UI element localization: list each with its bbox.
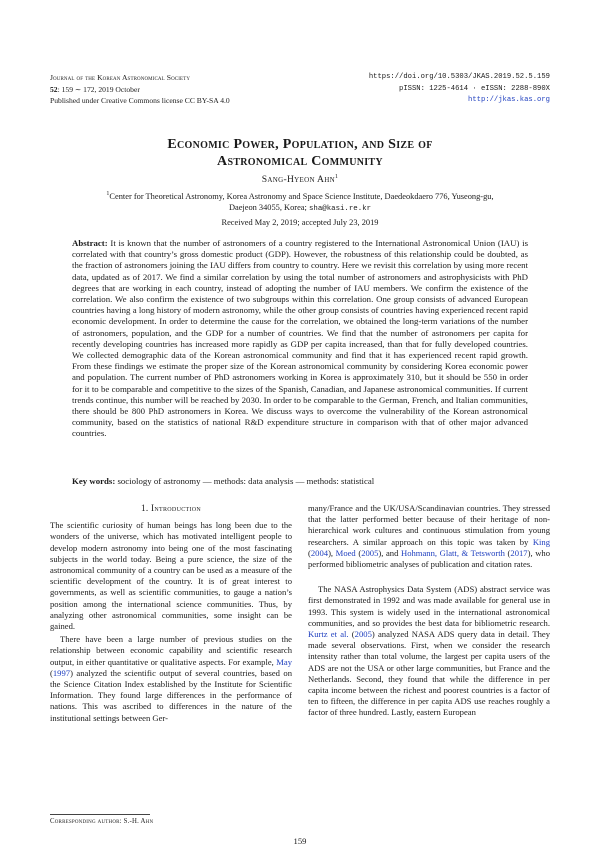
corresponding-author-footnote: Corresponding author: S.-H. Ahn xyxy=(50,818,154,825)
journal-url-link[interactable]: http://jkas.kas.org xyxy=(468,96,550,105)
citation-year-link[interactable]: 2005 xyxy=(361,547,379,558)
paragraph-text: The NASA Astrophysics Data System (ADS) abstract service was first demonstrated in 1992 and was made available for general use in 1993. This system is widely used in the international astronomical communities, and so provides the best data for bibliometric research. xyxy=(308,584,550,628)
page-number: 159 xyxy=(293,836,307,846)
keywords xyxy=(72,476,528,486)
affil-line-1: Center for Theoretical Astronomy, Korea Astronomy and Space Science Institute, Daedeokdaero 776, Yuseong-gu, xyxy=(109,191,494,201)
author-line xyxy=(50,174,550,185)
affil-line-2: Daejeon 34055, Korea; xyxy=(228,203,307,213)
received-dates: Received May 2, 2019; accepted July 23, 2019 xyxy=(221,218,379,227)
paragraph: The scientific curiosity of human beings has long been due to the wonders of the universe, which has motivated intelligent people to develop modern astronomy into being one of the most fascinating subjects in the world today. Being a pure science, the size of the astronomical community of a country can be used as a measure of the scientific development of the country. It is of great interest to governments, as well as scientific communities, to gauge a nation’s position among the international science communities. Thus, by analyzing other astronomical communities, some insight can be gained. xyxy=(50,520,292,632)
body-column-left xyxy=(50,503,292,724)
citation-year-link[interactable]: 2017 xyxy=(510,547,528,558)
paper-title xyxy=(50,136,550,170)
volume-number: 52 xyxy=(50,84,58,94)
doi-link[interactable]: https://doi.org/10.5303/JKAS.2019.52.5.159 xyxy=(368,73,550,81)
keywords-text: sociology of astronomy — methods: data analysis — methods: statistical xyxy=(117,476,375,486)
paragraph-text: analyzed NASA ADS query data in detail. They made several observations. First, when we consider the research intensity rather than total volume, the largest per capita users of the ADS are not the USA or other large communities, but France and the Netherlands. Second, they found that while the difference in per capita income between the richest and poorest countries is a factor of ten to fifteen, the difference in per capita ADS use reaches roughly a factor of three hundred. Lastly, eastern European xyxy=(308,629,550,718)
license-line: Published under Creative Commons license CC BY-SA 4.0 xyxy=(50,96,230,106)
paragraph-text: who performed bibliometric analyses of publication and citation rates. xyxy=(308,547,551,570)
author-name: Sang-Hyeon Ahn xyxy=(261,174,335,186)
paragraph: There have been a large number of previous studies on the relationship between economic capability and scientific research output, in either quantitative or qualitative aspects. For example, May (1997) analyzed the scientific output of several countries, based on the Science Citation Index established by the Institute for Scientific Information. They found large differences in the performance of nations. This was ascribed to differences in the nature of the institutional settings between Ger- xyxy=(50,634,293,723)
author-affil-mark: 1 xyxy=(334,174,339,180)
journal-name: Journal of the Korean Astronomical Society xyxy=(50,73,191,82)
author-email[interactable]: sha@kasi.re.kr xyxy=(308,205,372,214)
citation-year-link[interactable]: 1997 xyxy=(52,667,71,678)
citation-year-link[interactable]: 2004 xyxy=(310,547,329,558)
abstract xyxy=(72,238,528,440)
paragraph-text: analyzed the scientific output of several countries, based on the Science Citation Index established by the Institute for Scientific Information. They found large differences in the performance of nations. This was ascribed to differences in the nature of the institutional settings between Ger- xyxy=(50,667,293,723)
pages-date: : 159 ∼ 172, 2019 October xyxy=(57,84,140,94)
keywords-label: Key words: xyxy=(72,476,116,486)
section-heading-introduction: 1. Introduction xyxy=(140,503,202,513)
abstract-label: Abstract: xyxy=(72,238,108,248)
title-line-1: Economic Power, Population, and Size of xyxy=(167,137,433,152)
journal-header-right xyxy=(369,72,550,107)
paragraph: The NASA Astrophysics Data System (ADS) abstract service was first demonstrated in 1992 and was made available for general use in 1993. This system is widely used in the international astronomical communities, and so provides the best data for bibliometric research. Kurtz et al. (2005) analyzed NASA ADS query data in detail. They made several observations. First, when we consider the research intensity rather than total volume, the largest per capita users of the ADS are not the USA or other large communities, but France and the Netherlands. Second, they found that while the difference in per capita income between the richest and poorest countries is a factor of ten to fifteen, the difference in per capita ADS use reaches roughly a factor of three hundred. Lastly, eastern European xyxy=(308,584,550,718)
citation-year-link[interactable]: 2005 xyxy=(354,629,372,640)
affil-mark: 1 xyxy=(106,191,110,197)
citation-link[interactable]: Moed xyxy=(335,547,356,558)
title-line-2: Astronomical Community xyxy=(217,154,383,169)
paragraph-text: There have been a large number of previous studies on the relationship between economic capability and scientific research output, in either quantitative or qualitative aspects. For example, xyxy=(50,634,292,667)
citation-link[interactable]: May xyxy=(276,656,292,667)
citation-link[interactable]: Kurtz et al. xyxy=(308,629,349,640)
affiliation xyxy=(70,189,530,216)
volume-line xyxy=(50,84,230,96)
citation-link[interactable]: Hohmann, Glatt, & Tetsworth xyxy=(401,547,505,558)
issn-line: pISSN: 1225-4614 · eISSN: 2288-890X xyxy=(399,84,550,93)
citation-link[interactable]: King xyxy=(532,536,550,547)
footnote-rule xyxy=(50,814,150,815)
paragraph-text: many/France and the UK/USA/Scandinavian countries. They stressed that the latter performed better because of their heritage of non-hierarchical work cultures and continuous stimulation from young researchers. A similar approach on this topic was taken by xyxy=(308,503,550,547)
body-column-right xyxy=(308,503,550,719)
abstract-text: It is known that the number of astronomers of a country registered to the International Astronomical Union (IAU) is correlated with that country’s gross domestic product (GDP). However, the robustness of this relationship could be doubted, as the fraction of astronomers joining the IAU differs from country to country. Here we revisit this correlation by using more recent data, updated as of 2017. We find a similar correlation by using the total number of astronomers and astrophysicists with PhD degrees that are working in each country, instead of adopting the number of IAU members. We confirm the existence of the correlation. We also confirm the existence of two subgroups within this correlation. One group consists of advanced European countries having a long history of modern astronomy, while the other group consists of countries having experienced recent rapid economic development. In order to determine the cause for the correlation, we obtained the long-term variations of the number of astronomers, population, and the GDP for a number of countries. We find that the number of astronomers per capita for recently developing countries has increased more rapidly as GDP per capita increased, than that for fully developed countries. We collected demographic data of the Korean astronomical community and find that it has experienced recent rapid growth. From these findings we estimate the proper size of the Korean astronomical community by considering Korea economic power and population. The current number of PhD astronomers working in Korea is approximately 310, but it should be 550 in order for it to be comparable and competitive to the sizes of the Spanish, Canadian, and Japanese astronomical communities. If current trends continue, this number will be reached by 2030. In order to be comparable to the German, French, and Italian communities, there should be 800 PhD astronomers in Korea. We discuss ways to overcome the vulnerability of the Korean astronomical community, based on the statistics of national R&D expenditure structure in comparison with that of other major advanced countries. xyxy=(72,238,528,439)
journal-header-left xyxy=(50,72,230,107)
paragraph: many/France and the UK/USA/Scandinavian countries. They stressed that the latter performed better because of their heritage of non-hierarchical work cultures and continuous stimulation from young researchers. A similar approach on this topic was taken by King (2004), Moed (2005), and Hohmann, Glatt, & Tetsworth (2017), who performed bibliometric analyses of publication and citation rates. xyxy=(308,503,551,570)
